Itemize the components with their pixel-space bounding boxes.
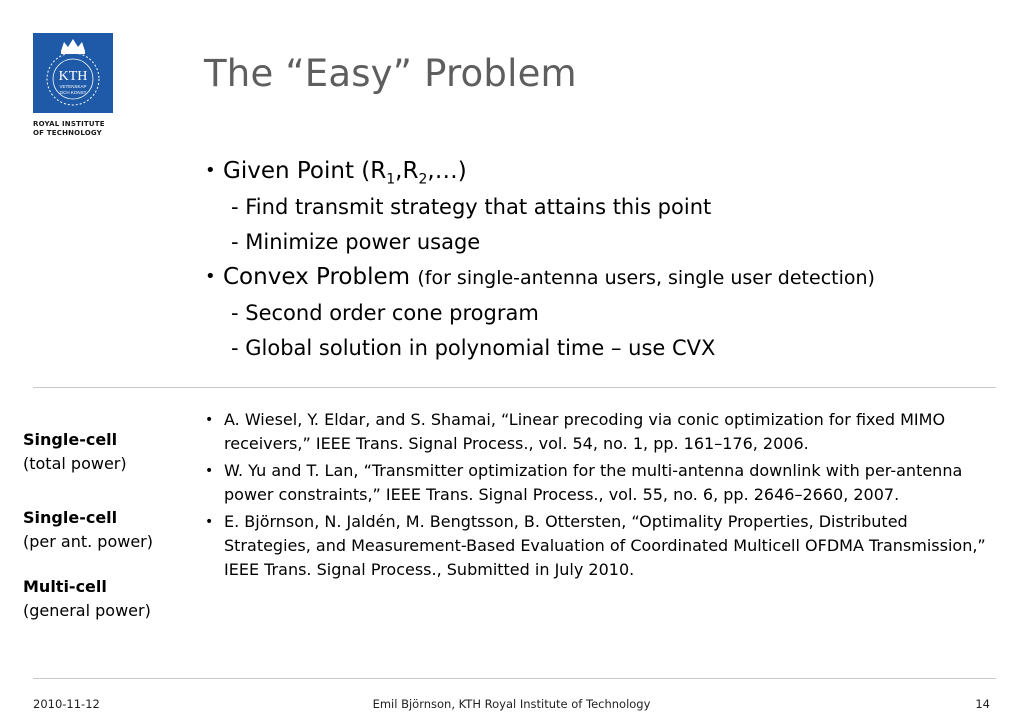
bullet-dot: •: [205, 412, 214, 428]
divider-bottom: [33, 678, 996, 679]
logo-caption-line-2: OF TECHNOLOGY: [33, 129, 102, 137]
bullet-given-point: [205, 154, 1005, 190]
logo-caption: [33, 120, 123, 138]
logo-caption-line-1: ROYAL INSTITUTE: [33, 120, 105, 128]
logo-motto-1: VETENSKAP: [59, 84, 87, 89]
side-label-2: [23, 506, 153, 554]
bullet-dot: •: [205, 266, 216, 287]
side-label-bold: Single-cell: [23, 508, 118, 527]
bullet-dot: •: [205, 160, 216, 181]
reference-item: [204, 459, 994, 507]
reference-list: [204, 408, 994, 585]
bullet-text: Convex Problem: [223, 264, 411, 290]
side-label-3: [23, 575, 151, 623]
side-label-normal: (total power): [23, 454, 127, 473]
sub-bullet: - Minimize power usage: [231, 230, 481, 254]
main-bullets: [205, 154, 1005, 366]
reference-text: E. Björnson, N. Jaldén, M. Bengtsson, B. Ottersten, “Optimality Properties, Distributed Strategies, and Measurement-Based Evaluation of Coordinated Multicell OFDMA Transmission,” IEEE Trans. Signal Process., Submitted in July 2010.: [224, 512, 986, 579]
bullet-text-end: ,…): [427, 158, 467, 184]
side-label-normal: (general power): [23, 601, 151, 620]
side-label-bold: Single-cell: [23, 430, 118, 449]
footer-author: Emil Björnson, KTH Royal Institute of Technology: [372, 697, 651, 711]
bullet-text: Given Point (R: [223, 158, 387, 184]
side-label-normal: (per ant. power): [23, 532, 153, 551]
kth-logo: [33, 33, 113, 113]
reference-text: A. Wiesel, Y. Eldar, and S. Shamai, “Linear precoding via conic optimization for fixed MIMO receivers,” IEEE Trans. Signal Process., vol. 54, no. 1, pp. 161–176, 2006.: [224, 410, 946, 453]
reference-text: W. Yu and T. Lan, “Transmitter optimization for the multi-antenna downlink with per-antenna power constraints,” IEEE Trans. Signal Process., vol. 55, no. 6, pp. 2646–2660, 2007.: [224, 461, 963, 504]
bullet-dot: •: [205, 463, 214, 479]
subscript-2: 2: [418, 171, 428, 188]
sub-bullet: - Second order cone program: [231, 301, 539, 325]
sub-bullet: - Find transmit strategy that attains this point: [231, 195, 712, 219]
bullet-parenthetical: (for single-antenna users, single user detection): [417, 267, 875, 289]
logo-motto-2: OCH KONST: [59, 90, 87, 95]
reference-item: [204, 408, 994, 456]
bullet-text-mid: ,R: [395, 158, 419, 184]
logo-text: KTH: [58, 69, 88, 84]
sub-bullet: - Global solution in polynomial time – use CVX: [231, 336, 716, 360]
side-label-bold: Multi-cell: [23, 577, 107, 596]
subscript-1: 1: [386, 171, 396, 188]
divider-top: [33, 387, 996, 388]
footer-date: 2010-11-12: [33, 697, 100, 711]
reference-item: [204, 510, 994, 582]
bullet-dot: •: [205, 514, 214, 530]
footer-page-number: 14: [975, 697, 990, 711]
bullet-convex-problem: [205, 260, 1005, 296]
slide-title: The “Easy” Problem: [204, 52, 577, 95]
side-label-1: [23, 428, 127, 476]
